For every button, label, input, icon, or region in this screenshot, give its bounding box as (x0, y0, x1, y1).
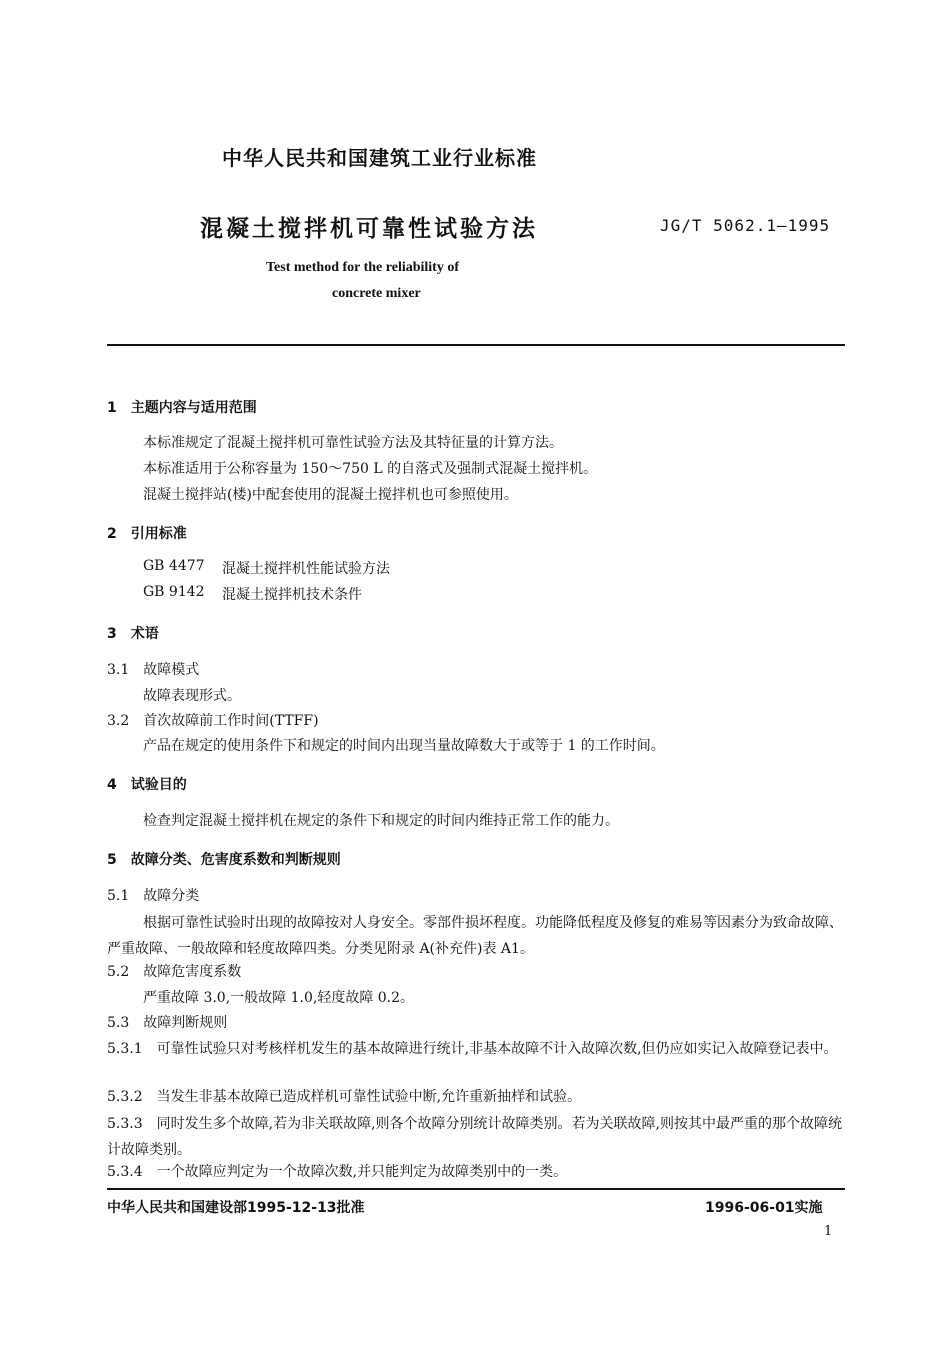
header-rule (107, 344, 845, 346)
clause-5-3-1: 5.3.1 可靠性试验只对考核样机发生的基本故障进行统计,非基本故障不计入故障次数,但仍应如实记入故障登记表中。 (107, 1041, 838, 1057)
reference-code: GB 4477 (143, 558, 205, 574)
english-title-line1: Test method for the reliability of (266, 260, 460, 275)
section-3-heading: 3 术语 (107, 626, 159, 642)
clause-5-3: 5.3 故障判断规则 (107, 1015, 228, 1031)
section-1-heading: 1 主题内容与适用范围 (107, 400, 257, 416)
section-1-para-1: 本标准规定了混凝土搅拌机可靠性试验方法及其特征量的计算方法。 (143, 435, 563, 451)
english-title-line2: concrete mixer (332, 286, 421, 301)
clause-5-3-4: 5.3.4 一个故障应判定为一个故障次数,并只能判定为故障类别中的一类。 (107, 1164, 568, 1180)
section-2-heading: 2 引用标准 (107, 526, 187, 542)
clause-5-3-2: 5.3.2 当发生非基本故障已造成样机可靠性试验中断,允许重新抽样和试验。 (107, 1089, 582, 1105)
reference-title: 混凝土搅拌机技术条件 (222, 587, 362, 603)
document-title: 混凝土搅拌机可靠性试验方法 (200, 216, 538, 242)
term-3-2: 3.2 首次故障前工作时间(TTFF) (107, 713, 319, 729)
section-4-heading: 4 试验目的 (107, 777, 187, 793)
standard-category: 中华人民共和国建筑工业行业标准 (222, 146, 537, 170)
clause-5-3-3: 5.3.3 同时发生多个故障,若为非关联故障,则各个故障分别统计故障类别。若为关联故障,则按其中最严重的那个故障统计故障类别。 (107, 1116, 842, 1158)
reference-code: GB 9142 (143, 584, 205, 600)
clause-5-1: 5.1 故障分类 (107, 888, 200, 904)
footer-rule (107, 1188, 845, 1190)
page-number: 1 (824, 1224, 833, 1239)
reference-title: 混凝土搅拌机性能试验方法 (222, 561, 390, 577)
effective-date: 1996-06-01实施 (705, 1200, 823, 1216)
clause-5-2-text: 严重故障 3.0,一般故障 1.0,轻度故障 0.2。 (143, 990, 415, 1006)
term-3-2-definition: 产品在规定的使用条件下和规定的时间内出现当量故障数大于或等于 1 的工作时间。 (143, 738, 665, 754)
term-3-1: 3.1 故障模式 (107, 662, 200, 678)
clause-5-1-text: 根据可靠性试验时出现的故障按对人身安全。零部件损坏程度。功能降低程度及修复的难易等因素分为致命故障、严重故障、一般故障和轻度故障四类。分类见附录 A(补充件)表 A1。 (107, 915, 843, 957)
section-5-heading: 5 故障分类、危害度系数和判断规则 (107, 852, 341, 868)
section-1-para-2: 本标准适用于公称容量为 150～750 L 的自落式及强制式混凝土搅拌机。 (143, 461, 598, 477)
standard-code: JG/T 5062.1—1995 (660, 216, 831, 235)
approval-line: 中华人民共和国建设部1995-12-13批准 (107, 1200, 365, 1216)
clause-5-2: 5.2 故障危害度系数 (107, 964, 242, 980)
term-3-1-definition: 故障表现形式。 (143, 688, 241, 704)
section-1-para-3: 混凝土搅拌站(楼)中配套使用的混凝土搅拌机也可参照使用。 (143, 487, 518, 503)
section-4-para-1: 检查判定混凝土搅拌机在规定的条件下和规定的时间内维持正常工作的能力。 (143, 813, 619, 829)
